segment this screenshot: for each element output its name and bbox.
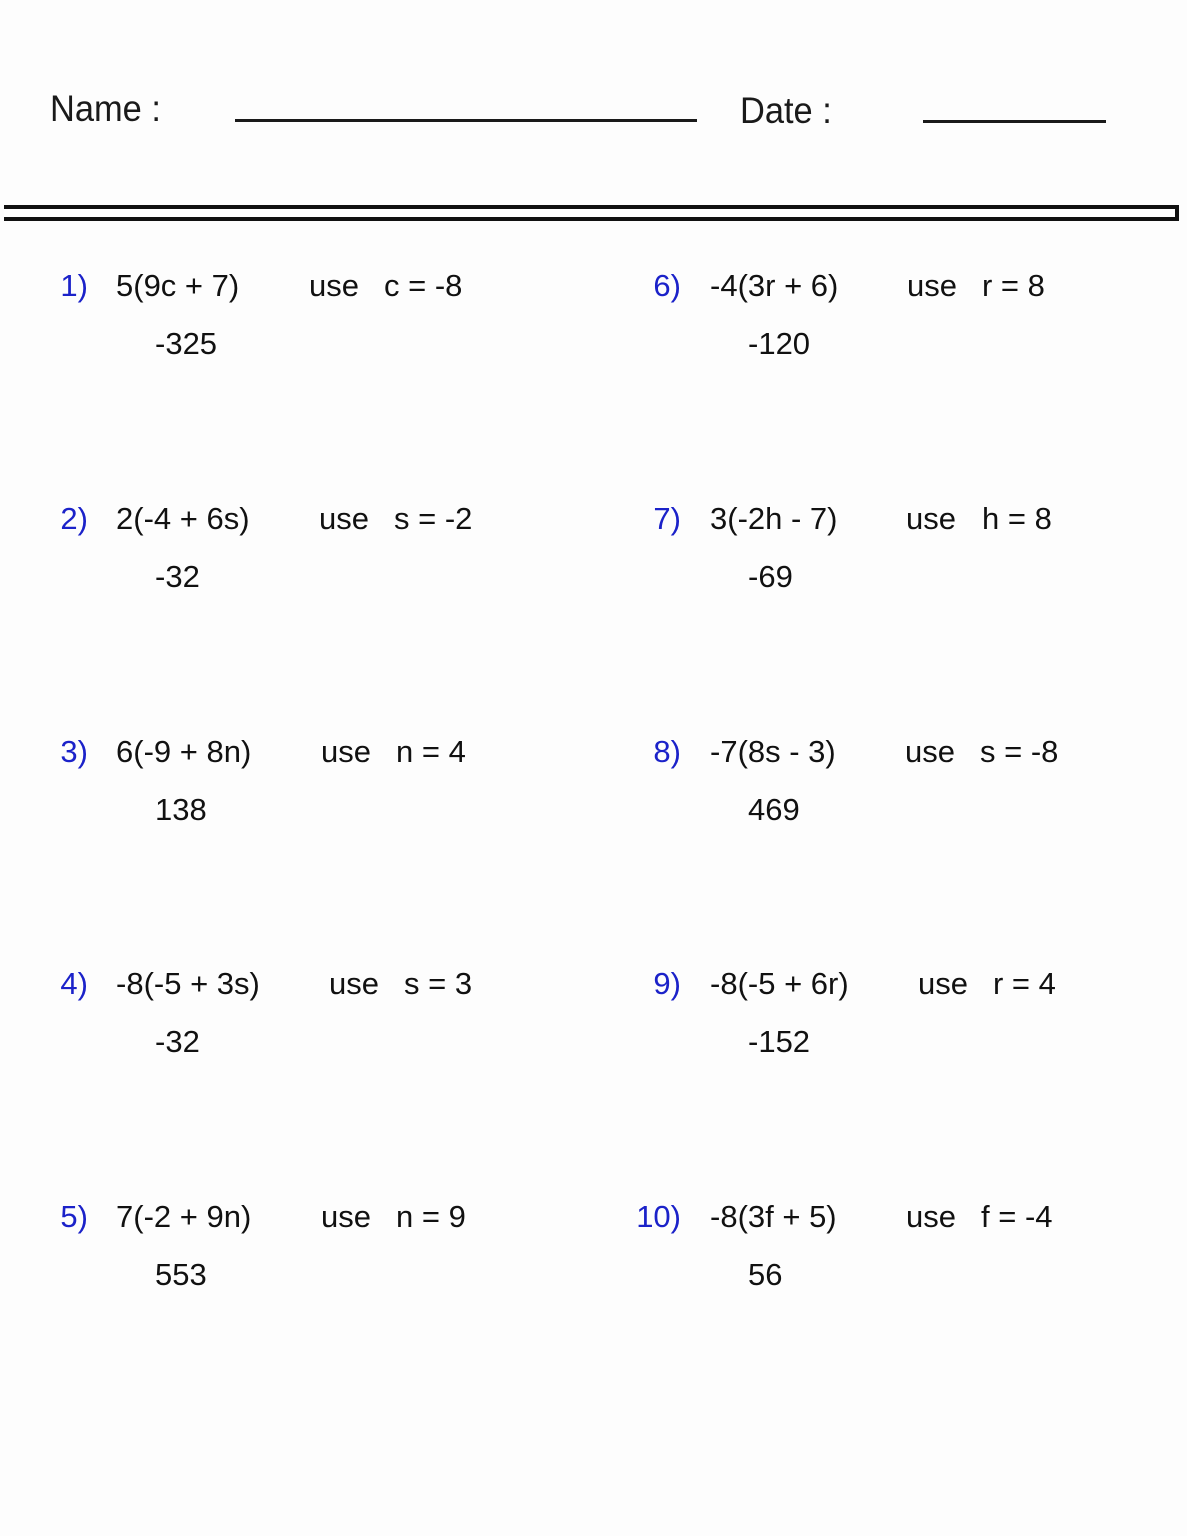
- problem-number: 4): [60, 966, 88, 1001]
- problem-number: 1): [60, 268, 88, 303]
- problem-expression: 3(-2h - 7): [710, 501, 838, 536]
- problem-answer: 553: [155, 1257, 207, 1292]
- problem-answer: -69: [748, 559, 793, 594]
- problem-answer: -32: [155, 559, 200, 594]
- variable-assignment: n = 4: [396, 734, 466, 769]
- use-label: use: [918, 966, 968, 1001]
- variable-assignment: h = 8: [982, 501, 1052, 536]
- problem-answer: -152: [748, 1024, 811, 1059]
- problem-expression: 7(-2 + 9n): [116, 1199, 252, 1234]
- name-blank-line: [235, 119, 697, 122]
- use-label: use: [321, 1199, 371, 1234]
- problem-5: [0, 1201, 540, 1321]
- date-blank-line: [923, 120, 1106, 123]
- problem-number: 6): [653, 268, 681, 303]
- variable-assignment: s = -2: [394, 501, 473, 536]
- use-label: use: [905, 734, 955, 769]
- name-label: Name :: [50, 88, 161, 129]
- use-label: use: [906, 1199, 956, 1234]
- problem-number: 9): [653, 966, 681, 1001]
- use-label: use: [906, 501, 956, 536]
- problem-expression: -4(3r + 6): [710, 268, 839, 303]
- variable-assignment: r = 4: [993, 966, 1056, 1001]
- problem-answer: -120: [748, 326, 811, 361]
- variable-assignment: n = 9: [396, 1199, 466, 1234]
- variable-assignment: f = -4: [981, 1199, 1053, 1234]
- use-label: use: [319, 501, 369, 536]
- problem-expression: -8(3f + 5): [710, 1199, 837, 1234]
- problem-2: [0, 503, 540, 623]
- problem-expression: -7(8s - 3): [710, 734, 836, 769]
- problem-number: 2): [60, 501, 88, 536]
- problem-answer: -32: [155, 1024, 200, 1059]
- problem-7: [600, 503, 1140, 623]
- variable-assignment: s = -8: [980, 734, 1059, 769]
- problem-1: [0, 270, 540, 390]
- use-label: use: [907, 268, 957, 303]
- problem-number: 10): [636, 1199, 681, 1234]
- problem-number: 3): [60, 734, 88, 769]
- problem-answer: 56: [748, 1257, 783, 1292]
- use-label: use: [309, 268, 359, 303]
- variable-assignment: r = 8: [982, 268, 1045, 303]
- header-divider: [4, 205, 1179, 221]
- problem-8: [600, 736, 1140, 856]
- use-label: use: [329, 966, 379, 1001]
- problem-answer: 469: [748, 792, 800, 827]
- problem-expression: -8(-5 + 6r): [710, 966, 849, 1001]
- variable-assignment: c = -8: [384, 268, 463, 303]
- problem-answer: -325: [155, 326, 218, 361]
- variable-assignment: s = 3: [404, 966, 473, 1001]
- problem-9: [600, 968, 1140, 1088]
- problem-number: 8): [653, 734, 681, 769]
- problem-expression: 2(-4 + 6s): [116, 501, 250, 536]
- problem-4: [0, 968, 540, 1088]
- problem-3: [0, 736, 540, 856]
- use-label: use: [321, 734, 371, 769]
- date-label: Date :: [740, 90, 832, 131]
- problem-expression: 6(-9 + 8n): [116, 734, 252, 769]
- problem-answer: 138: [155, 792, 207, 827]
- problem-number: 5): [60, 1199, 88, 1234]
- problem-expression: -8(-5 + 3s): [116, 966, 260, 1001]
- problem-expression: 5(9c + 7): [116, 268, 240, 303]
- problem-6: [600, 270, 1140, 390]
- problem-10: [600, 1201, 1140, 1321]
- problem-number: 7): [653, 501, 681, 536]
